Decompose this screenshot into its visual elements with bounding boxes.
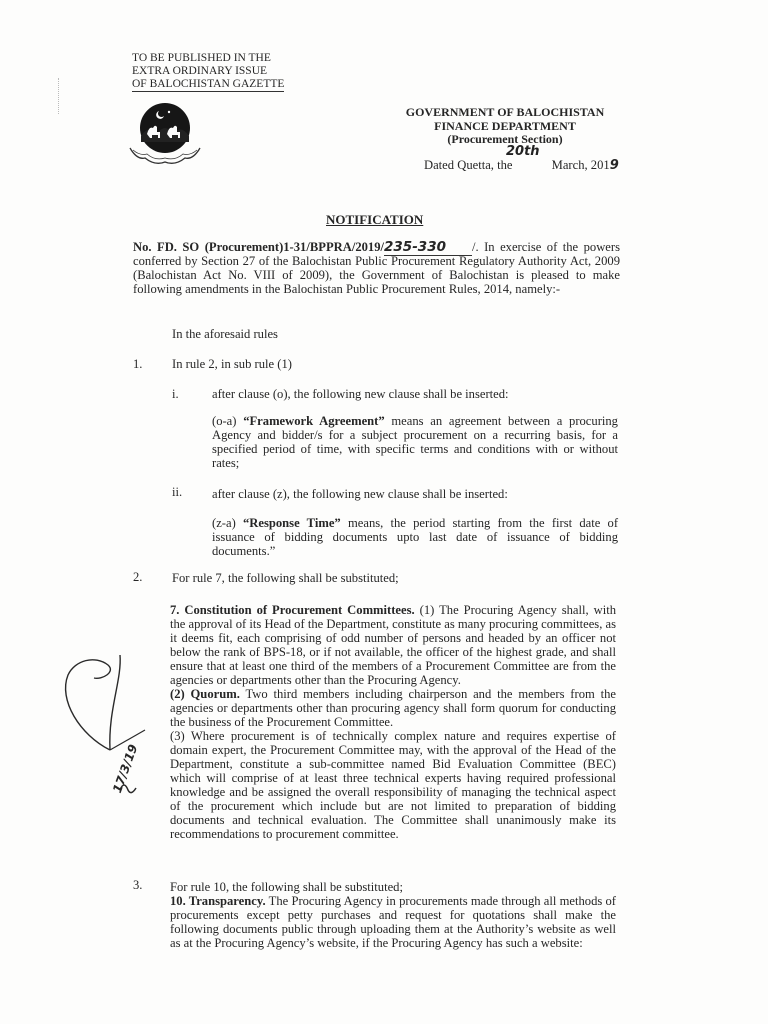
rule-7-block bbox=[170, 603, 616, 841]
margin-signature bbox=[50, 640, 160, 840]
dated-line bbox=[424, 144, 644, 180]
item-number-1: 1. bbox=[133, 357, 143, 371]
header-department: FINANCE DEPARTMENT bbox=[434, 118, 576, 133]
dated-month: March, 201 bbox=[551, 158, 610, 172]
clause-za bbox=[212, 516, 618, 558]
publish-note-line-1: TO BE PUBLISHED IN THE bbox=[132, 52, 271, 64]
clause-za-prefix: (z-a) bbox=[212, 516, 236, 530]
subitem-text-i: after clause (o), the following new clause shall be inserted: bbox=[212, 387, 509, 401]
rule-10-heading: 10. Transparency. bbox=[170, 894, 266, 908]
aforesaid-rules: In the aforesaid rules bbox=[172, 327, 278, 341]
clause-oa-term: “Framework Agreement” bbox=[243, 414, 385, 428]
clause-za-text: means, the period starting from the first date of issuance of bidding documents upto last date of issuance of bidding documents.” bbox=[212, 516, 619, 558]
bec-paragraph: (3) Where procurement is of technically complex nature and requires expertise of domain expert, the Procurement Committee may, with the approval of the Head of the Department, constitute a sub-committee named Bid Evaluation Committee (BEC) which will comprise of at least three technical experts having required professional knowledge and be assigned the overall responsibility of managing the technical aspect of the procurement which include but are not limited to preparation of bidding documents and technical evaluation. The Committee shall unanimously make its recommendations to procurement committee. bbox=[170, 729, 616, 841]
item-text-2: For rule 7, the following shall be substituted; bbox=[172, 571, 399, 585]
clause-oa bbox=[212, 414, 618, 470]
clause-za-term: “Response Time” bbox=[243, 516, 341, 530]
notification-title: NOTIFICATION bbox=[326, 212, 424, 227]
publish-note bbox=[132, 52, 302, 92]
rule-7-heading: 7. Constitution of Procurement Committees. bbox=[170, 603, 415, 617]
rule-10-paragraph bbox=[170, 894, 616, 950]
balochistan-emblem-icon bbox=[125, 98, 205, 170]
dated-prefix: Dated Quetta, the bbox=[424, 158, 513, 172]
dated-hand-day: 20th bbox=[506, 144, 540, 159]
subitem-number-ii: ii. bbox=[172, 485, 183, 499]
margin-initial-date: 17/3/19 bbox=[110, 742, 141, 795]
publish-note-line-3: OF BALOCHISTAN GAZETTE bbox=[132, 78, 285, 90]
notification-preamble bbox=[133, 240, 620, 296]
item-number-3: 3. bbox=[133, 878, 143, 892]
preamble-text: /. In exercise of the powers conferred by Section 27 of the Balochistan Public Procurement Regulatory Authority Act, 2009 (Balochistan Act No. VIII of 2009), the Government of Balochistan is pleased to make following amendments in the Balochistan Public Procurement Rules, 2014, namely:- bbox=[133, 240, 620, 296]
rule-7-text: (1) The Procuring Agency shall, with the approval of its Head of the Department, constitute as many procuring committees, as it deems fit, each comprising of odd number of persons and headed by an officer not below the rank of BPS-18, or if not available, the officer of the highest grade, and shall ensure that at least one third of the members of a Procurement Committee are from the agencies or departments other than the Procuring Agency. bbox=[170, 603, 617, 687]
quorum-heading: (2) Quorum. bbox=[170, 687, 240, 701]
rule-7-paragraph bbox=[170, 603, 616, 687]
reference-hand-number: 235-330 bbox=[384, 239, 472, 256]
item-number-2: 2. bbox=[133, 570, 143, 584]
item-text-3: For rule 10, the following shall be substituted; bbox=[170, 880, 403, 894]
header-section: (Procurement Section) bbox=[447, 132, 563, 146]
subitem-number-i: i. bbox=[172, 387, 179, 401]
quorum-text: Two third members including chairperson and the members from the agencies or departments other than procuring agency shall form quorum for conducting the business of the Procurement Committee. bbox=[170, 687, 617, 729]
header-government: GOVERNMENT OF BALOCHISTAN bbox=[405, 105, 605, 119]
dated-hand-year: 9 bbox=[609, 158, 619, 173]
item-text-1: In rule 2, in sub rule (1) bbox=[172, 357, 292, 371]
publish-note-line-2: EXTRA ORDINARY ISSUE bbox=[132, 65, 268, 77]
quorum-paragraph bbox=[170, 687, 616, 729]
clause-oa-prefix: (o-a) bbox=[212, 414, 237, 428]
reference-number: No. FD. SO (Procurement)1-31/BPPRA/2019/ bbox=[133, 240, 385, 254]
department-header bbox=[400, 106, 610, 147]
rule-10-text: The Procuring Agency in procurements made through all methods of procurements except petty purchases and request for quotations shall make the following documents public through uploading them at the Authority’s website as well as at the Procuring Agency’s website, if the Procuring Agency has such a website: bbox=[170, 894, 616, 950]
subitem-text-ii: after clause (z), the following new clause shall be inserted: bbox=[212, 487, 508, 501]
scan-mark bbox=[58, 78, 61, 114]
clause-oa-text: means an agreement between a procuring Agency and bidder/s for a subject procurement on a recurring basis, for a specified period of time, with specific terms and conditions with or without rates; bbox=[212, 414, 618, 470]
